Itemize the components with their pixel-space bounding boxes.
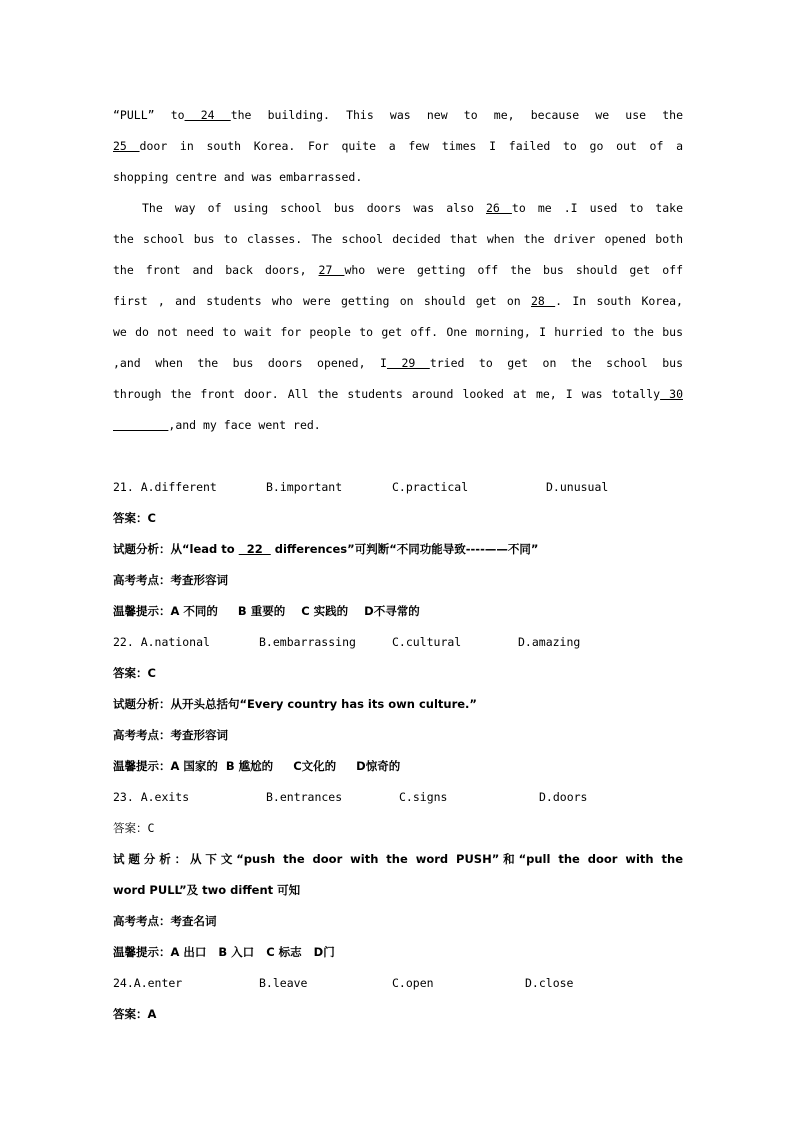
spacer [113, 441, 683, 472]
option-d: D.unusual [546, 480, 609, 494]
text: “PULL” to [113, 108, 185, 122]
text: the building. This was new to me, because we use the [230, 108, 683, 122]
text: ,and my face went red. [168, 418, 321, 432]
options-row [113, 472, 683, 503]
question-23 [113, 782, 683, 968]
option-c: C.open [392, 976, 434, 990]
answer: 答案：C [113, 511, 156, 525]
passage-line-8 [113, 317, 683, 348]
analysis: 试题分析：从开头总括句“Every country has its own culture.” [113, 697, 477, 711]
blank-29: 29 [386, 356, 430, 370]
passage-line-1 [113, 100, 683, 131]
options-row [113, 627, 683, 658]
blank-30: 30 [660, 387, 683, 401]
passage-line-10 [113, 379, 683, 410]
text: . In south Korea, [555, 294, 683, 308]
option-b: B.entrances [266, 790, 343, 804]
option-a: 22. A.national [113, 635, 210, 649]
option-b: B.embarrassing [259, 635, 356, 649]
option-d: D.amazing [518, 635, 581, 649]
text: 试题分析：从“lead to [113, 542, 239, 556]
text: door in south Korea. For quite a few times I failed to go out of a [139, 139, 683, 153]
option-a: 23. A.exits [113, 790, 190, 804]
analysis-cont: word PULL”及 two diffent 可知 [113, 883, 301, 897]
exam-point: 高考考点：考查形容词 [113, 728, 228, 742]
analysis [113, 534, 683, 565]
document-page [113, 100, 683, 1030]
text: tried to get on the school bus [429, 356, 683, 370]
passage-line-3 [113, 162, 683, 193]
option-b: B.important [266, 480, 343, 494]
question-22 [113, 627, 683, 782]
passage [113, 100, 683, 441]
analysis: 试题分析：从下文“push the door with the word PUSH”和“pull the door with the [113, 852, 683, 866]
blank-28: 28 [530, 294, 556, 308]
passage-line-11 [113, 410, 683, 441]
text: through the front door. All the students around looked at me, I was totally [113, 387, 661, 401]
blank-25: 25 [113, 139, 140, 153]
text: first , and students who were getting on should get on [113, 294, 531, 308]
option-a: 21. A.different [113, 480, 217, 494]
text: the front and back doors, [113, 263, 319, 277]
question-24 [113, 968, 683, 1030]
hint: 温馨提示：A 不同的 B 重要的 C 实践的 D不寻常的 [113, 604, 420, 618]
text: differences”可判断“不同功能导致----——不同” [270, 542, 539, 556]
option-c: C.signs [399, 790, 448, 804]
text: The way of using school bus doors was also [142, 201, 486, 215]
hint: 温馨提示：A 国家的 B 尴尬的 C文化的 D惊奇的 [113, 759, 401, 773]
passage-line-6 [113, 255, 683, 286]
exam-point: 高考考点：考查形容词 [113, 573, 228, 587]
answer: 答案：A [113, 1007, 157, 1021]
option-d: D.doors [539, 790, 588, 804]
blank-24: 24 [184, 108, 231, 122]
text: shopping centre and was embarrassed. [113, 170, 363, 184]
blank-26: 26 [485, 201, 512, 215]
passage-line-5 [113, 224, 683, 255]
text: ,and when the bus doors opened, I [113, 356, 387, 370]
exam-point: 高考考点：考查名词 [113, 914, 217, 928]
options-row [113, 782, 683, 813]
question-21 [113, 472, 683, 627]
answer: 答案：C [113, 666, 156, 680]
blank-22: 22 [238, 542, 271, 556]
passage-line-4 [113, 193, 683, 224]
options-row [113, 968, 683, 999]
passage-line-7 [113, 286, 683, 317]
text: we do not need to wait for people to get off. One morning, I hurried to the bus [113, 325, 683, 339]
passage-line-2 [113, 131, 683, 162]
option-b: B.leave [259, 976, 308, 990]
option-c: C.practical [392, 480, 469, 494]
hint: 温馨提示：A 出口 B 入口 C 标志 D门 [113, 945, 335, 959]
blank-27: 27 [318, 263, 345, 277]
text: who were getting off the bus should get off [344, 263, 683, 277]
blank-30-cont [113, 418, 168, 432]
text: to me .I used to take [511, 201, 683, 215]
passage-line-9 [113, 348, 683, 379]
option-a: 24.A.enter [113, 976, 183, 990]
option-c: C.cultural [392, 635, 462, 649]
answer: 答案：C [113, 821, 155, 835]
option-d: D.close [525, 976, 574, 990]
text: the school bus to classes. The school decided that when the driver opened both [113, 232, 683, 246]
